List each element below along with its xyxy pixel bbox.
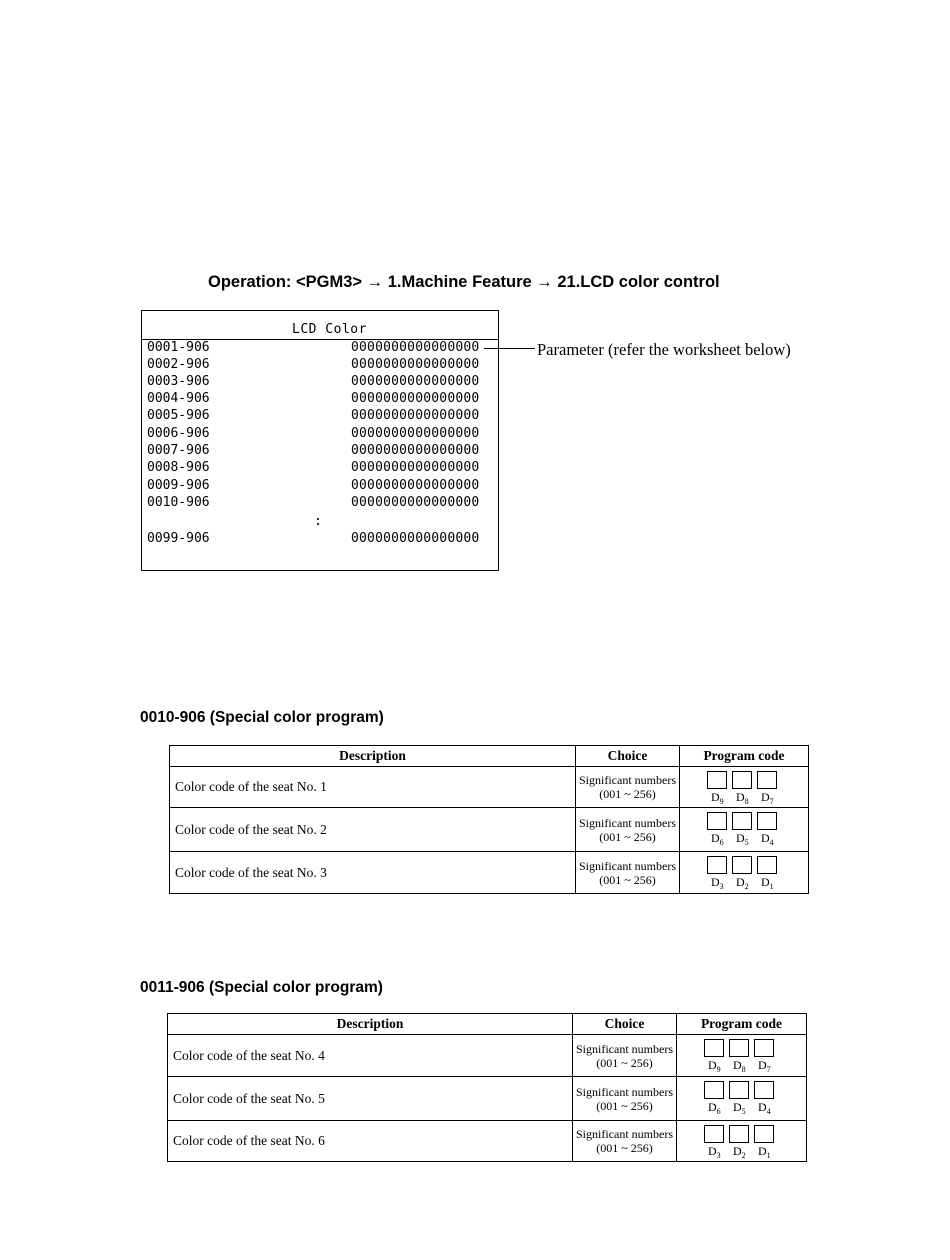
lcd-row-value: 0000000000000000 [351, 495, 480, 510]
lcd-row-code: 0006-906 [147, 426, 210, 441]
lcd-ellipsis: : [314, 514, 322, 529]
lcd-row [147, 477, 492, 494]
choice-range: (001 ~ 256) [599, 787, 656, 801]
row-description: Color code of the seat No. 4 [168, 1035, 573, 1077]
lcd-row [147, 373, 492, 390]
digit-label: $D_8$ [733, 1058, 746, 1074]
choice-line: Significant numbers [576, 1041, 673, 1056]
digit-label: $D_8$ [736, 790, 749, 806]
lcd-row-code: 0005-906 [147, 408, 210, 423]
row-description: Color code of the seat No. 3 [170, 852, 576, 894]
lcd-row-code: 0008-906 [147, 460, 210, 475]
lcd-row-code: 0010-906 [147, 495, 210, 510]
digit-box[interactable] [707, 771, 727, 789]
header-choice: Choice [576, 746, 680, 767]
header-choice: Choice [573, 1014, 677, 1035]
table-row [168, 1121, 807, 1162]
section-title: 0010-906 (Special color program) [140, 709, 384, 726]
lcd-row [147, 356, 492, 373]
lcd-row-value: 0000000000000000 [351, 478, 480, 493]
row-program-code [677, 1035, 807, 1077]
lcd-display [141, 310, 499, 571]
digit-label: $D_9$ [708, 1058, 721, 1074]
lcd-row-code: 0004-906 [147, 391, 210, 406]
lcd-row [147, 530, 492, 547]
lcd-row [147, 339, 492, 356]
lcd-row [147, 442, 492, 459]
lcd-row-value: 0000000000000000 [351, 460, 480, 475]
digit-box[interactable] [704, 1039, 724, 1057]
row-program-code [677, 1077, 807, 1121]
section-title: 0011-906 (Special color program) [140, 979, 383, 996]
lcd-row-value: 0000000000000000 [351, 443, 480, 458]
row-choice [573, 1121, 677, 1162]
lcd-row [147, 407, 492, 424]
lcd-row [147, 494, 492, 511]
digit-box[interactable] [757, 771, 777, 789]
lcd-row [147, 425, 492, 442]
table-header-row [168, 1014, 807, 1035]
lcd-row-value: 0000000000000000 [351, 391, 480, 406]
table-row [168, 1035, 807, 1077]
choice-line: Significant numbers [579, 773, 676, 787]
digit-box[interactable] [729, 1081, 749, 1099]
row-description: Color code of the seat No. 5 [168, 1077, 573, 1121]
digit-label: $D_9$ [711, 790, 724, 806]
choice-line: Significant numbers [576, 1127, 673, 1141]
digit-label: $D_2$ [736, 875, 749, 891]
choice-range: (001 ~ 256) [599, 872, 656, 887]
choice-range: (001 ~ 256) [599, 829, 656, 844]
lcd-row-value: 0000000000000000 [351, 357, 480, 372]
digit-label: $D_3$ [711, 875, 724, 891]
digit-label: $D_4$ [758, 1100, 771, 1116]
lcd-row [147, 390, 492, 407]
lcd-row-code: 0007-906 [147, 443, 210, 458]
digit-label: $D_1$ [758, 1144, 771, 1160]
lcd-row-value: 0000000000000000 [351, 426, 480, 441]
worksheet-table [167, 1013, 807, 1162]
header-program-code: Program code [680, 746, 809, 767]
lcd-row-value: 0000000000000000 [351, 531, 480, 546]
lcd-row-value: 0000000000000000 [351, 374, 480, 389]
choice-range: (001 ~ 256) [596, 1098, 653, 1113]
digit-label: $D_7$ [761, 790, 774, 806]
digit-label: $D_6$ [708, 1100, 721, 1116]
row-program-code [677, 1121, 807, 1162]
row-program-code [680, 767, 809, 808]
lcd-row-code: 0009-906 [147, 478, 210, 493]
digit-box[interactable] [732, 812, 752, 830]
lcd-row-code: 0099-906 [147, 531, 210, 546]
row-program-code [680, 852, 809, 894]
digit-box[interactable] [729, 1125, 749, 1143]
header-description: Description [168, 1014, 573, 1035]
table-row [170, 767, 809, 808]
choice-line: Significant numbers [579, 815, 676, 830]
lcd-row-value: 0000000000000000 [351, 340, 480, 355]
header-program-code: Program code [677, 1014, 807, 1035]
digit-box[interactable] [757, 812, 777, 830]
digit-label: $D_5$ [736, 831, 749, 847]
row-choice [573, 1077, 677, 1121]
digit-box[interactable] [754, 1081, 774, 1099]
row-description: Color code of the seat No. 2 [170, 808, 576, 852]
digit-label: $D_3$ [708, 1144, 721, 1160]
row-choice [576, 767, 680, 808]
table-header-row [170, 746, 809, 767]
parameter-leader-line [484, 348, 535, 349]
row-choice [576, 808, 680, 852]
lcd-title: LCD Color [292, 322, 367, 337]
parameter-label: Parameter (refer the worksheet below) [537, 340, 791, 359]
digit-box[interactable] [704, 1125, 724, 1143]
digit-label: $D_7$ [758, 1058, 771, 1074]
choice-line: Significant numbers [579, 858, 676, 873]
worksheet-table [169, 745, 809, 894]
choice-range: (001 ~ 256) [596, 1055, 653, 1070]
digit-label: $D_4$ [761, 831, 774, 847]
lcd-row [147, 459, 492, 476]
digit-box[interactable] [704, 1081, 724, 1099]
digit-box[interactable] [732, 856, 752, 874]
digit-box[interactable] [754, 1125, 774, 1143]
row-program-code [680, 808, 809, 852]
table-row [170, 852, 809, 894]
digit-box[interactable] [729, 1039, 749, 1057]
lcd-row-code: 0002-906 [147, 357, 210, 372]
row-description: Color code of the seat No. 6 [168, 1121, 573, 1162]
digit-label: $D_1$ [761, 875, 774, 891]
row-choice [576, 852, 680, 894]
lcd-row-code: 0003-906 [147, 374, 210, 389]
digit-box[interactable] [732, 771, 752, 789]
digit-box[interactable] [707, 856, 727, 874]
table-row [168, 1077, 807, 1121]
digit-label: $D_6$ [711, 831, 724, 847]
lcd-row-code: 0001-906 [147, 340, 210, 355]
digit-box[interactable] [754, 1039, 774, 1057]
header-description: Description [170, 746, 576, 767]
row-choice [573, 1035, 677, 1077]
row-description: Color code of the seat No. 1 [170, 767, 576, 808]
digit-box[interactable] [707, 812, 727, 830]
lcd-row-value: 0000000000000000 [351, 408, 480, 423]
digit-label: $D_5$ [733, 1100, 746, 1116]
operation-heading: Operation: <PGM3> → 1.Machine Feature → 21.LCD color control [208, 273, 720, 291]
digit-box[interactable] [757, 856, 777, 874]
choice-range: (001 ~ 256) [596, 1141, 653, 1155]
choice-line: Significant numbers [576, 1084, 673, 1099]
table-row [170, 808, 809, 852]
digit-label: $D_2$ [733, 1144, 746, 1160]
